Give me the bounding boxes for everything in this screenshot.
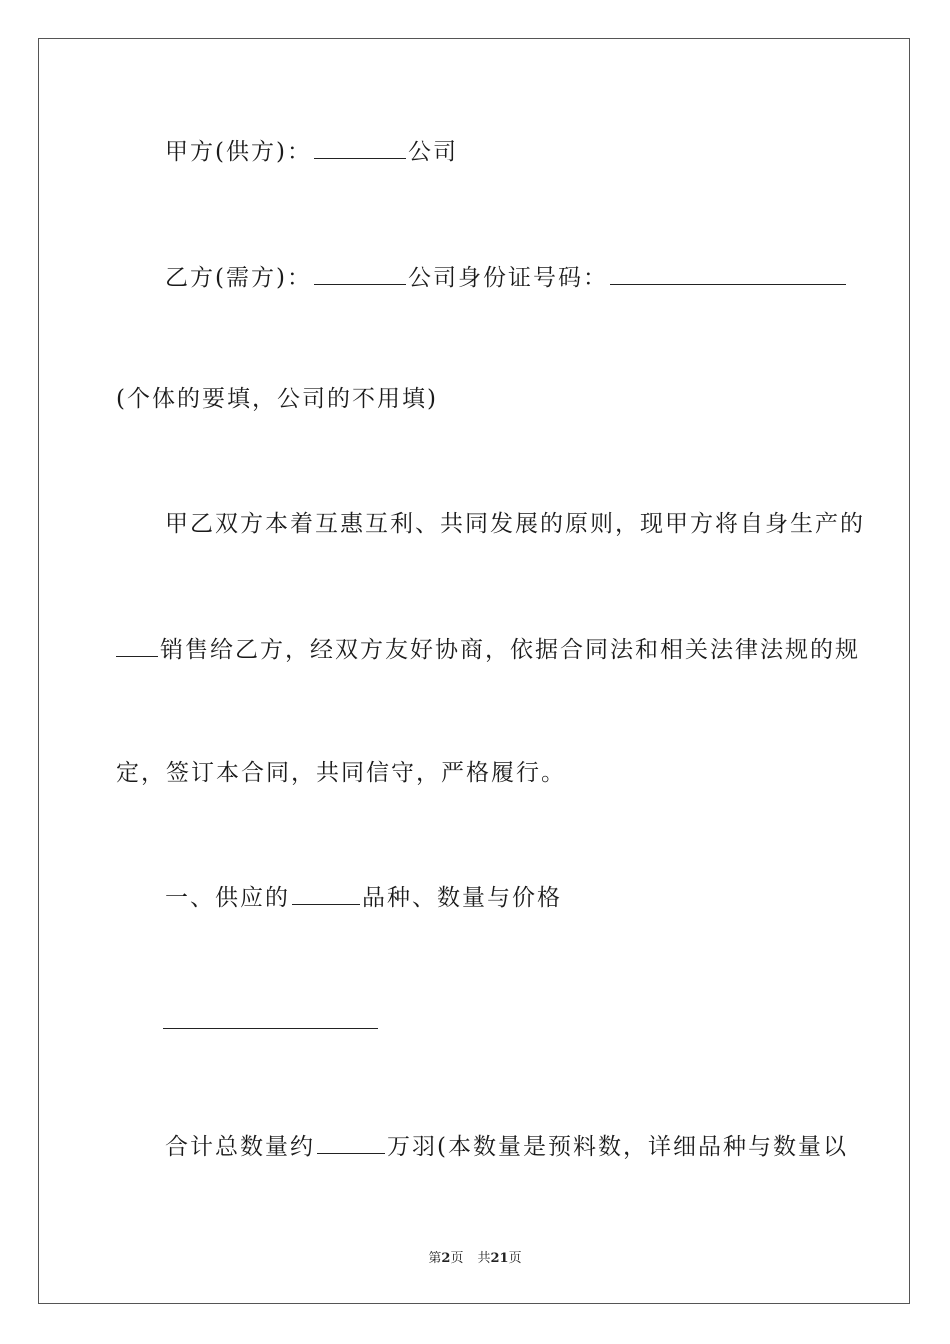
total-suffix: 万羽(本数量是预料数，详细品种与数量以	[387, 1134, 848, 1160]
footer-total-prefix: 共	[477, 1251, 491, 1266]
id-note-line	[116, 384, 438, 414]
total-quantity-blank[interactable]	[317, 1131, 385, 1154]
product-blank[interactable]	[116, 634, 158, 657]
paragraph-1-line-2	[116, 634, 860, 665]
total-prefix: 合计总数量约	[165, 1134, 315, 1160]
paragraph-1-text-1: 甲乙双方本着互惠互利、共同发展的原则，现甲方将自身生产的	[165, 511, 865, 537]
party-a-label: 甲方(供方)：	[165, 139, 312, 165]
section-1-prefix: 一、供应的	[165, 885, 290, 911]
page-border	[38, 38, 910, 1304]
id-number-blank[interactable]	[610, 262, 846, 285]
footer-page-number: 2	[441, 1251, 451, 1266]
party-b-label: 乙方(需方)：	[165, 265, 312, 291]
section-1-product-blank[interactable]	[292, 882, 360, 905]
footer-total-unit: 页	[508, 1251, 522, 1266]
party-b-line	[165, 262, 848, 293]
page-footer	[0, 1247, 950, 1266]
paragraph-1-line-1	[165, 509, 865, 539]
section-1-heading	[165, 882, 562, 913]
paragraph-1-text-3: 定，签订本合同，共同信守，严格履行。	[116, 760, 566, 786]
footer-total-pages: 21	[490, 1251, 509, 1266]
party-a-line	[165, 136, 458, 167]
party-b-name-blank[interactable]	[314, 262, 406, 285]
paragraph-1-text-2: 销售给乙方，经双方友好协商，依据合同法和相关法律法规的规	[160, 637, 860, 663]
footer-page-prefix: 第	[428, 1251, 442, 1266]
variety-fill-line[interactable]	[163, 1028, 378, 1029]
id-note: (个体的要填，公司的不用填)	[116, 386, 438, 412]
party-a-name-blank[interactable]	[314, 136, 406, 159]
party-b-suffix: 公司身份证号码：	[407, 265, 608, 291]
footer-page-unit: 页	[450, 1251, 464, 1266]
section-1-suffix: 品种、数量与价格	[362, 885, 562, 911]
total-quantity-line	[165, 1131, 848, 1162]
party-a-suffix: 公司	[407, 139, 458, 165]
paragraph-1-line-3	[116, 758, 566, 788]
